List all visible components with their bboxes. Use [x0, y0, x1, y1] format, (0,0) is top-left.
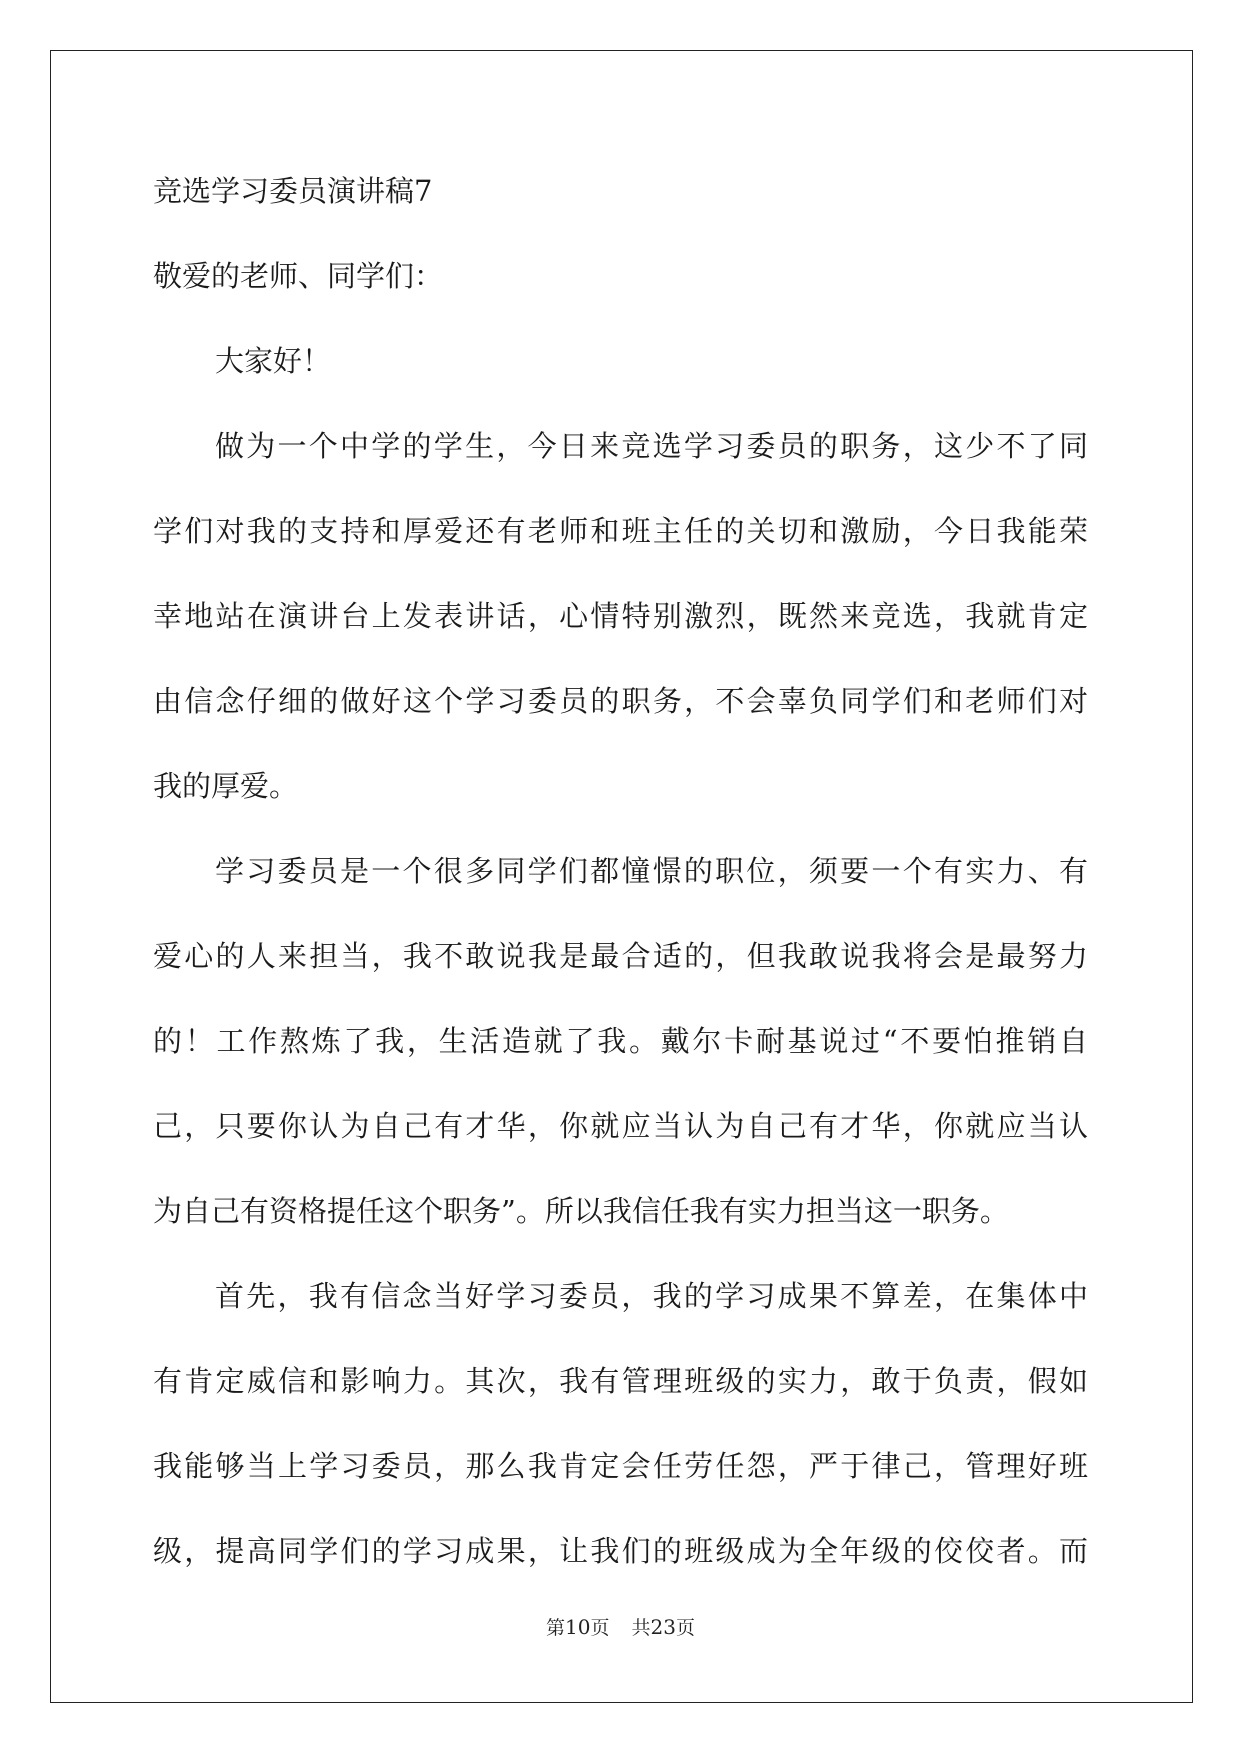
paragraph-line: 学习委员是一个很多同学们都憧憬的职位，须要一个有实力、有: [215, 854, 1088, 888]
paragraph-line: 级，提高同学们的学习成果，让我们的班级成为全年级的佼佼者。而: [153, 1534, 1088, 1568]
total-prefix: 共: [631, 1617, 651, 1639]
paragraph-line: 有肯定威信和影响力。其次，我有管理班级的实力，敢于负责，假如: [153, 1364, 1088, 1398]
greeting: 大家好！: [215, 344, 332, 378]
paragraph-line: 我能够当上学习委员，那么我肯定会任劳任怨，严于律己，管理好班: [153, 1449, 1088, 1483]
paragraph-line: 幸地站在演讲台上发表讲话，心情特别激烈，既然来竞选，我就肯定: [153, 599, 1088, 633]
total-suffix: 页: [675, 1617, 695, 1639]
paragraph-line: 由信念仔细的做好这个学习委员的职务，不会辜负同学们和老师们对: [153, 684, 1088, 718]
page-prefix: 第: [546, 1617, 566, 1639]
paragraph-line: 学们对我的支持和厚爱还有老师和班主任的关切和激励，今日我能荣: [153, 514, 1088, 548]
salutation: 敬爱的老师、同学们：: [153, 259, 444, 293]
paragraph-line: 为自己有资格提任这个职务”。所以我信任我有实力担当这一职务。: [153, 1194, 1009, 1228]
document-body: [153, 160, 1088, 1605]
paragraph-line: 我的厚爱。: [153, 769, 299, 803]
paragraph-line: 做为一个中学的学生，今日来竞选学习委员的职务，这少不了同: [215, 429, 1088, 463]
page-footer: [0, 1613, 1241, 1640]
paragraph-line: 爱心的人来担当，我不敢说我是最合适的，但我敢说我将会是最努力: [153, 939, 1088, 973]
paragraph-line: 己，只要你认为自己有才华，你就应当认为自己有才华，你就应当认: [153, 1109, 1088, 1143]
page-total: 23: [650, 1615, 676, 1639]
paragraph-3: [153, 1265, 1088, 1605]
paragraph-1: [153, 415, 1088, 840]
paragraph-line: 首先，我有信念当好学习委员，我的学习成果不算差，在集体中: [215, 1279, 1088, 1313]
paragraph-line: 的！工作熬炼了我，生活造就了我。戴尔卡耐基说过“不要怕推销自: [153, 1024, 1088, 1058]
page-current: 10: [565, 1615, 591, 1639]
paragraph-2: [153, 840, 1088, 1265]
document-title: 竞选学习委员演讲稿7: [153, 174, 433, 208]
page-suffix: 页: [590, 1617, 610, 1639]
